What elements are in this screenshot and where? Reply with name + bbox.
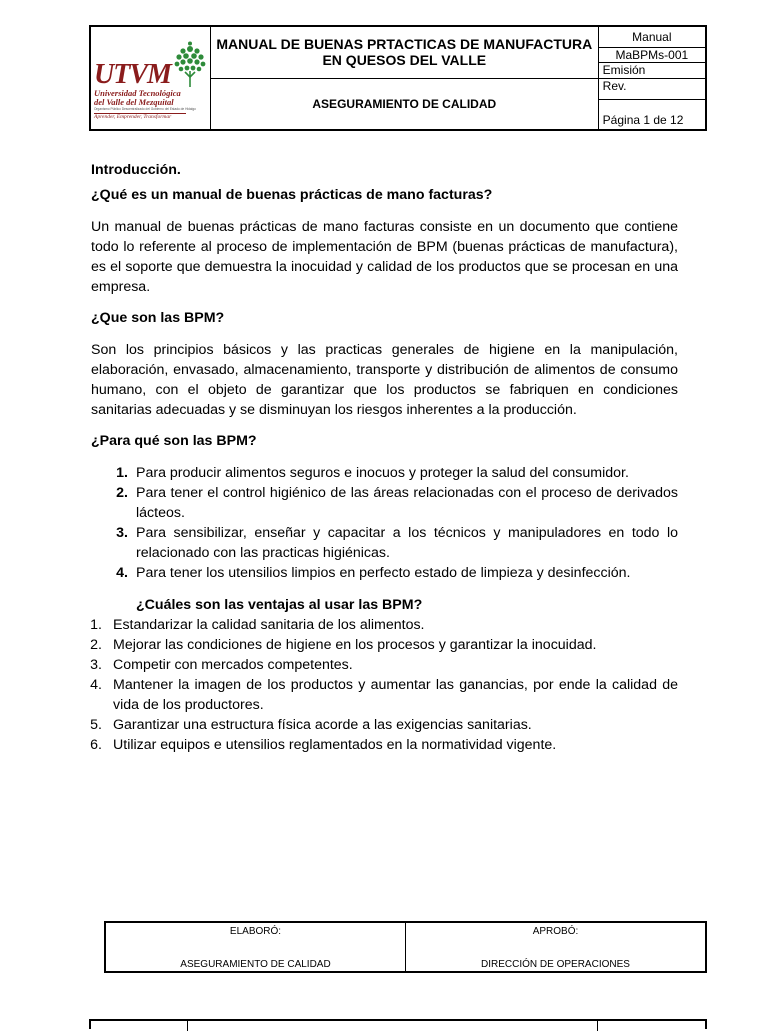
manual-label: Manual (598, 26, 706, 47)
manual-title-line2: EN QUESOS DEL VALLE (322, 52, 487, 69)
university-logo (91, 37, 210, 120)
section-heading-what-is-manual: ¿Qué es un manual de buenas prácticas de mano facturas? (91, 187, 493, 203)
list-item: 2. Para tener el control higiénico de las áreas relacionadas con el proceso de derivados lácteos. (116, 485, 678, 521)
intro-heading: Introducción. (91, 162, 181, 178)
rev-label: Rev. (598, 78, 706, 99)
next-page-header-edge (89, 1019, 707, 1029)
section-subtitle: ASEGURAMIENTO DE CALIDAD (210, 78, 598, 130)
tree-icon (172, 41, 208, 89)
university-name-line2: del Valle del Mezquital (94, 96, 174, 107)
list-item: 2. Mejorar las condiciones de higiene en los procesos y garantizar la inocuidad. (90, 637, 597, 653)
logo-cell (90, 26, 210, 130)
manual-code: MaBPMs-001 (598, 47, 706, 62)
advantages-list (81, 615, 678, 755)
paragraph-what-are-bpm: Son los principios básicos y las practicas generales de higiene en la manipulación, elaboración, envasado, almacenamiento, transporte y distribución de alimentos de consumo humano, con el objeto de garantizar que los productos se fabriquen en condiciones sanitarias adecuadas y se disminuyan los riesgos inherentes a la producción. (91, 342, 678, 418)
document-header (89, 25, 707, 131)
emision-label: Emisión (598, 62, 706, 78)
elaboro-cell (105, 922, 406, 972)
aprobo-cell (406, 922, 707, 972)
list-item: 1. Para producir alimentos seguros e inocuos y proteger la salud del consumidor. (116, 465, 629, 481)
document-body (91, 160, 678, 755)
list-item: 6. Utilizar equipos e utensilios reglamentados en la normatividad vigente. (90, 737, 557, 753)
section-heading-what-are-bpm: ¿Que son las BPM? (91, 310, 225, 326)
list-item: 3. Para sensibilizar, enseñar y capacitar a los técnicos y manipuladores en todo lo relacionado con las practicas higiénicas. (116, 525, 678, 561)
list-item: 3. Competir con mercados competentes. (90, 657, 353, 673)
manual-title (210, 26, 598, 78)
section-heading-purpose-bpm: ¿Para qué son las BPM? (91, 433, 257, 449)
list-item: 4. Mantener la imagen de los productos y aumentar las ganancias, por ende la calidad de vida de los productores. (90, 677, 678, 713)
list-item: 4. Para tener los utensilios limpios en perfecto estado de limpieza y desinfección. (116, 565, 631, 581)
page-number: Página 1 de 12 (598, 99, 706, 130)
approval-footer (104, 921, 707, 973)
manual-title-line1: MANUAL DE BUENAS PRTACTICAS DE MANUFACTURA (216, 36, 593, 53)
university-name-line1: Universidad Tecnológica (94, 87, 181, 98)
aprobo-label: APROBÓ: (532, 926, 579, 937)
list-item: 1. Estandarizar la calidad sanitaria de los alimentos. (90, 617, 425, 633)
list-item: 5. Garantizar una estructura física acorde a las exigencias sanitarias. (90, 717, 532, 733)
section-heading-advantages-bpm: ¿Cuáles son las ventajas al usar las BPM? (136, 597, 423, 613)
elaboro-label: ELABORÓ: (229, 926, 282, 937)
logo-acronym: UTVM (94, 58, 171, 90)
purpose-list (91, 463, 678, 583)
aprobo-value: DIRECCIÓN DE OPERACIONES (481, 959, 630, 970)
logo-fine-print: Organismo Público Descentralizado del Gobierno del Estado de Hidalgo (94, 106, 196, 111)
logo-motto: Aprender, Emprender, Transformar (94, 113, 172, 120)
paragraph-what-is-manual: Un manual de buenas prácticas de mano facturas consiste en un documento que contiene todo lo referente al proceso de implementación de BPM (buenas prácticas de manufactura), es el soporte que demuestra la inocuidad y calidad de los productos que se procesan en una empresa. (91, 219, 678, 295)
elaboro-value: ASEGURAMIENTO DE CALIDAD (180, 959, 331, 970)
